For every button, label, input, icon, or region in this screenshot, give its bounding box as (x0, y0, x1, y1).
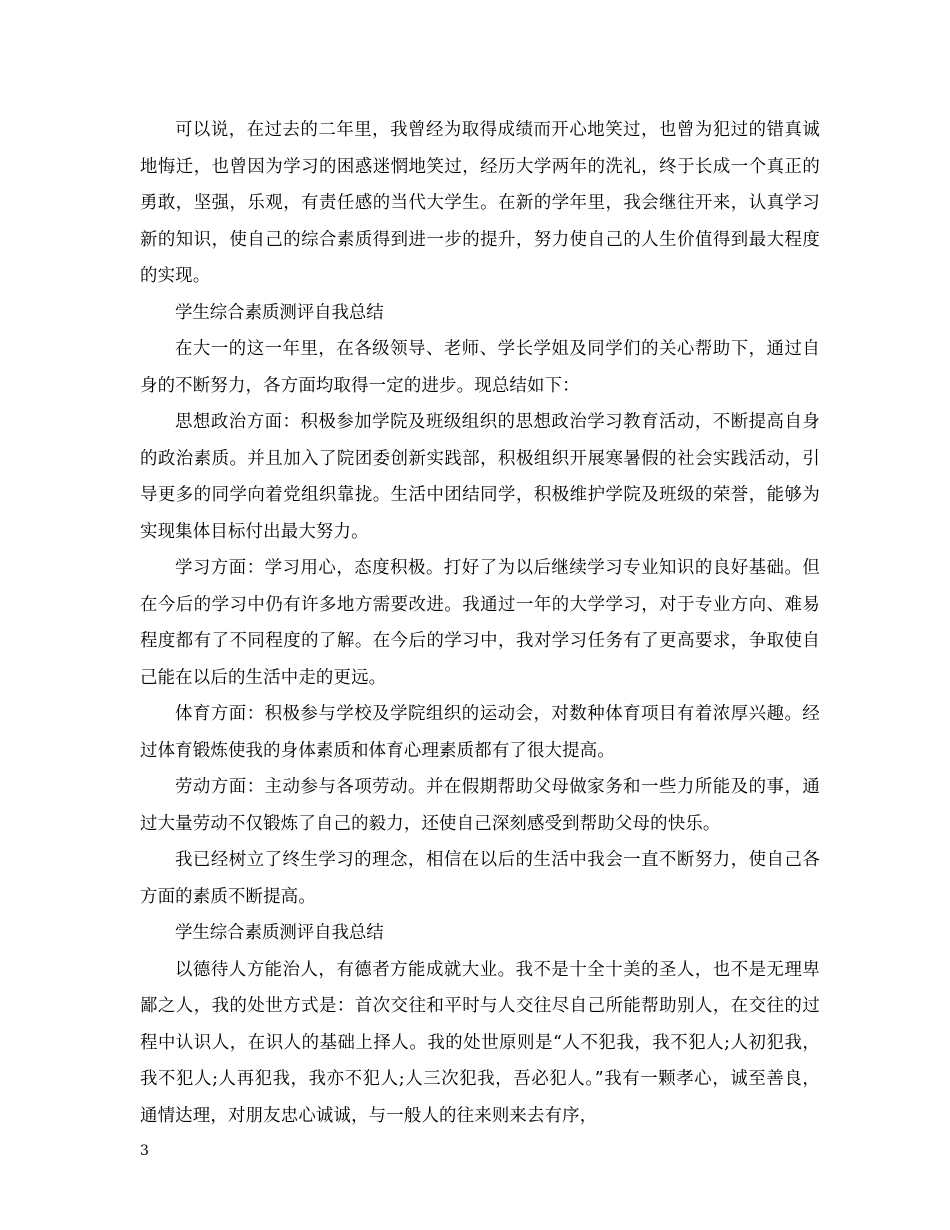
section-heading-2: 学生综合素质测评自我总结 (175, 923, 384, 943)
paragraph-political: 思想政治方面：积极参加学院及班级组织的思想政治学习教育活动，不断提高自身的政治素质。并且加入了院团委创新实践部，积极组织开展寒暑假的社会实践活动，引导更多的同学向着党组织靠拢。生活中团结同学，积极维护学院及班级的荣誉，能够为实现集体目标付出最大努力。 (140, 412, 820, 542)
page-number: 3 (140, 1143, 149, 1159)
paragraph-study: 学习方面：学习用心，态度积极。打好了为以后继续学习专业知识的良好基础。但在今后的学习中仍有许多地方需要改进。我通过一年的大学学习，对于专业方向、难易程度都有了不同程度的了解。在今后的学习中，我对学习任务有了更高要求，争取使自己能在以后的生活中走的更远。 (140, 558, 820, 688)
paragraph-intro-reflection: 可以说，在过去的二年里，我曾经为取得成绩而开心地笑过，也曾为犯过的错真诚地悔迁，也曾因为学习的困惑迷惘地笑过，经历大学两年的洗礼，终于长成一个真正的勇敢，坚强，乐观，有责任感的当代大学生。在新的学年里，我会继往开来，认真学习新的知识，使自己的综合素质得到进一步的提升，努力使自己的人生价值得到最大程度的实现。 (140, 120, 820, 286)
paragraph-sports: 体育方面：积极参与学校及学院组织的运动会，对数种体育项目有着浓厚兴趣。经过体育锻炼使我的身体素质和体育心理素质都有了很大提高。 (140, 704, 820, 761)
document-body (140, 112, 820, 1134)
paragraph-labor: 劳动方面：主动参与各项劳动。并在假期帮助父母做家务和一些力所能及的事，通过大量劳动不仅锻炼了自己的毅力，还使自己深刻感受到帮助父母的快乐。 (140, 777, 820, 834)
paragraph-morality: 以德待人方能治人，有德者方能成就大业。我不是十全十美的圣人，也不是无理卑鄙之人，我的处世方式是：首次交往和平时与人交往尽自己所能帮助别人，在交往的过程中认识人，在识人的基础上择人。我的处世原则是“人不犯我，我不犯人;人初犯我，我不犯人;人再犯我，我亦不犯人;人三次犯我，吾必犯人。”我有一颗孝心，诚至善良，通情达理，对朋友忠心诚诚，与一般人的往来则来去有序， (140, 959, 820, 1126)
paragraph-freshman-summary: 在大一的这一年里，在各级领导、老师、学长学姐及同学们的关心帮助下，通过自身的不断努力，各方面均取得一定的进步。现总结如下： (140, 339, 820, 396)
section-heading-1: 学生综合素质测评自我总结 (175, 302, 384, 323)
paragraph-lifelong-learning: 我已经树立了终生学习的理念，相信在以后的生活中我会一直不断努力，使自己各方面的素质不断提高。 (140, 850, 820, 907)
